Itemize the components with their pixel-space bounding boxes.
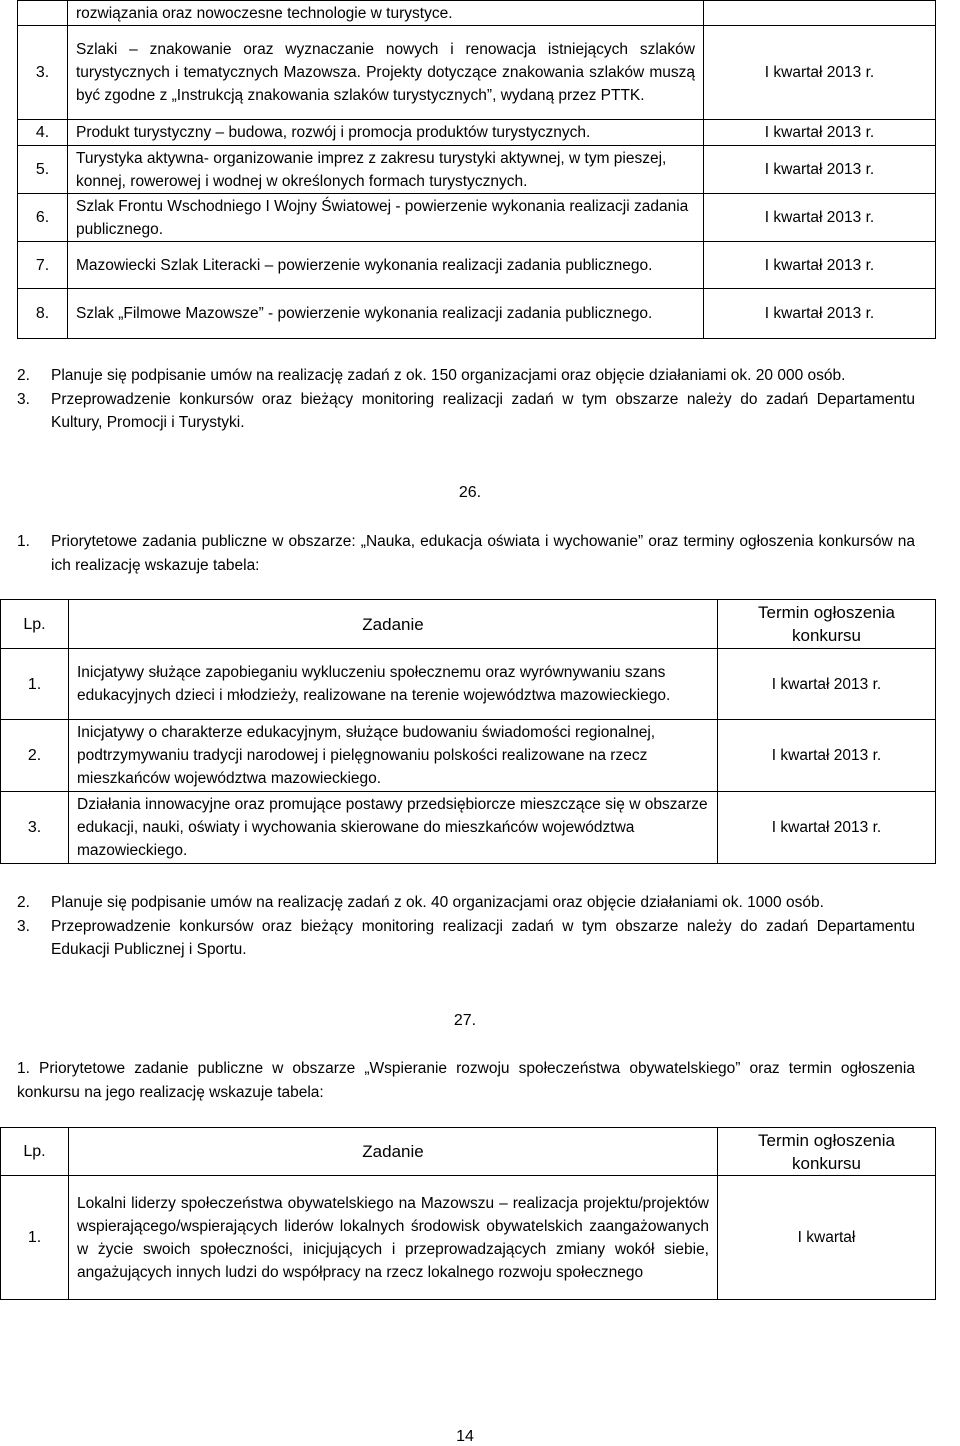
civil-society-tasks-table	[0, 1127, 936, 1300]
row-term: I kwartał 2013 r.	[704, 242, 936, 289]
row-task: Produkt turystyczny – budowa, rozwój i promocja produktów turystycznych.	[68, 120, 704, 146]
table-row	[18, 146, 936, 194]
paragraph-text: Planuje się podpisanie umów na realizację zadań z ok. 40 organizacjami oraz objęcie działaniami ok. 1000 osób.	[51, 894, 824, 911]
paragraph-number: 3.	[17, 390, 30, 408]
row-lp: 1.	[1, 1176, 69, 1300]
header-lp: Lp.	[1, 600, 69, 649]
row-task: Działania innowacyjne oraz promujące postawy przedsiębiorcze mieszczące się w obszarze edukacji, nauki, oświaty i wychowania skierowane do mieszkańców województwa mazowieckiego.	[69, 792, 718, 864]
row-lp: 1.	[1, 649, 69, 720]
paragraph-3	[17, 388, 915, 435]
paragraph-2	[17, 891, 915, 915]
row-term: I kwartał 2013 r.	[704, 26, 936, 120]
paragraph-number: 1.	[17, 533, 30, 550]
row-task: Szlak Frontu Wschodniego I Wojny Światowej - powierzenie wykonania realizacji zadania publicznego.	[68, 194, 704, 242]
paragraph-text: Planuje się podpisanie umów na realizację zadań z ok. 150 organizacjami oraz objęcie działaniami ok. 20 000 osób.	[51, 367, 846, 384]
table-row	[1, 1176, 936, 1300]
row-lp: 5.	[18, 146, 68, 194]
row-term: I kwartał 2013 r.	[718, 792, 936, 864]
row-task: Inicjatywy służące zapobieganiu wykluczeniu społecznemu oraz wyrównywaniu szans edukacyjnych dzieci i młodzieży, realizowane na terenie województwa mazowieckiego.	[69, 649, 718, 720]
row-term: I kwartał 2013 r.	[718, 720, 936, 792]
row-task: Inicjatywy o charakterze edukacyjnym, służące budowaniu świadomości regionalnej, podtrzymywaniu tradycji narodowej i pielęgnowaniu polskości realizowane na rzecz mieszkańców województwa mazowieckiego.	[69, 720, 718, 792]
row-task: Lokalni liderzy społeczeństwa obywatelskiego na Mazowszu – realizacja projektu/projektów wspierającego/wspierających liderów lokalnych środowisk obywatelskich zaangażowanych w życie swoich społeczności, inicjujących i przeprowadzających zmiany wokół siebie, angażujących innych ludzi do współpracy na rzecz lokalnego rozwoju społecznego	[69, 1176, 718, 1300]
table-row	[18, 242, 936, 289]
row-task: Turystyka aktywna- organizowanie imprez z zakresu turystyki aktywnej, w tym pieszej, konnej, rowerowej i wodnej w określonych formach turystycznych.	[68, 146, 704, 194]
section-number-27: 27.	[453, 1012, 477, 1029]
paragraph-3	[17, 915, 915, 962]
row-lp: 4.	[18, 120, 68, 146]
row-lp: 8.	[18, 289, 68, 339]
table-row	[1, 792, 936, 864]
paragraph-number: 3.	[17, 917, 30, 935]
row-term	[704, 1, 936, 26]
table-row	[18, 194, 936, 242]
row-lp: 3.	[18, 26, 68, 120]
paragraph-number: 2.	[17, 367, 30, 384]
row-lp: 7.	[18, 242, 68, 289]
row-lp	[18, 1, 68, 26]
row-task: Mazowiecki Szlak Literacki – powierzenie wykonania realizacji zadania publicznego.	[68, 242, 704, 289]
summary-paragraphs-26	[17, 891, 915, 962]
header-task: Zadanie	[69, 600, 718, 649]
section-27-intro: 1. Priorytetowe zadanie publiczne w obszarze „Wspieranie rozwoju społeczeństwa obywatelskiego” oraz termin ogłoszenia konkursu na jego realizację wskazuje tabela:	[17, 1060, 915, 1101]
header-lp: Lp.	[1, 1128, 69, 1176]
table-row	[18, 120, 936, 146]
row-task: Szlaki – znakowanie oraz wyznaczanie nowych i renowacja istniejących szlaków turystycznych i tematycznych Mazowsza. Projekty dotyczące znakowania szlaków muszą być zgodne z „Instrukcją znakowania szlaków turystycznych”, wydaną przez PTTK.	[68, 26, 704, 120]
row-term: I kwartał 2013 r.	[704, 194, 936, 242]
paragraph-text: Przeprowadzenie konkursów oraz bieżący monitoring realizacji zadań w tym obszarze należy do zadań Departamentu Edukacji Publicznej i Sportu.	[51, 917, 915, 958]
header-term: Termin ogłoszenia konkursu	[718, 600, 936, 649]
section-number-26: 26.	[458, 484, 482, 501]
row-task: rozwiązania oraz nowoczesne technologie w turystyce.	[68, 1, 704, 26]
row-term: I kwartał	[718, 1176, 936, 1300]
paragraph-1	[17, 530, 915, 577]
table-row	[18, 26, 936, 120]
table-row	[1, 720, 936, 792]
paragraph-text: Priorytetowe zadania publiczne w obszarze: „Nauka, edukacja oświata i wychowanie” oraz terminy ogłoszenia konkursów na ich realizację wskazuje tabela:	[51, 533, 915, 574]
row-term: I kwartał 2013 r.	[704, 120, 936, 146]
row-term: I kwartał 2013 r.	[718, 649, 936, 720]
section-26-intro	[17, 530, 915, 577]
row-term: I kwartał 2013 r.	[704, 289, 936, 339]
table-header-row	[1, 600, 936, 649]
header-term: Termin ogłoszenia konkursu	[718, 1128, 936, 1176]
table-row	[18, 1, 936, 26]
summary-paragraphs-25	[17, 364, 915, 435]
page-number: 14	[456, 1428, 474, 1445]
paragraph-number: 2.	[17, 894, 30, 911]
tourism-tasks-table	[17, 0, 936, 339]
table-row	[18, 289, 936, 339]
paragraph-2	[17, 364, 915, 388]
table-row	[1, 649, 936, 720]
paragraph-text: Przeprowadzenie konkursów oraz bieżący monitoring realizacji zadań w tym obszarze należy do zadań Departamentu Kultury, Promocji i Turystyki.	[51, 390, 915, 431]
header-task: Zadanie	[69, 1128, 718, 1176]
education-tasks-table	[0, 599, 936, 864]
row-task: Szlak „Filmowe Mazowsze” - powierzenie wykonania realizacji zadania publicznego.	[68, 289, 704, 339]
row-lp: 3.	[1, 792, 69, 864]
table-header-row	[1, 1128, 936, 1176]
row-term: I kwartał 2013 r.	[704, 146, 936, 194]
row-lp: 6.	[18, 194, 68, 242]
row-lp: 2.	[1, 720, 69, 792]
